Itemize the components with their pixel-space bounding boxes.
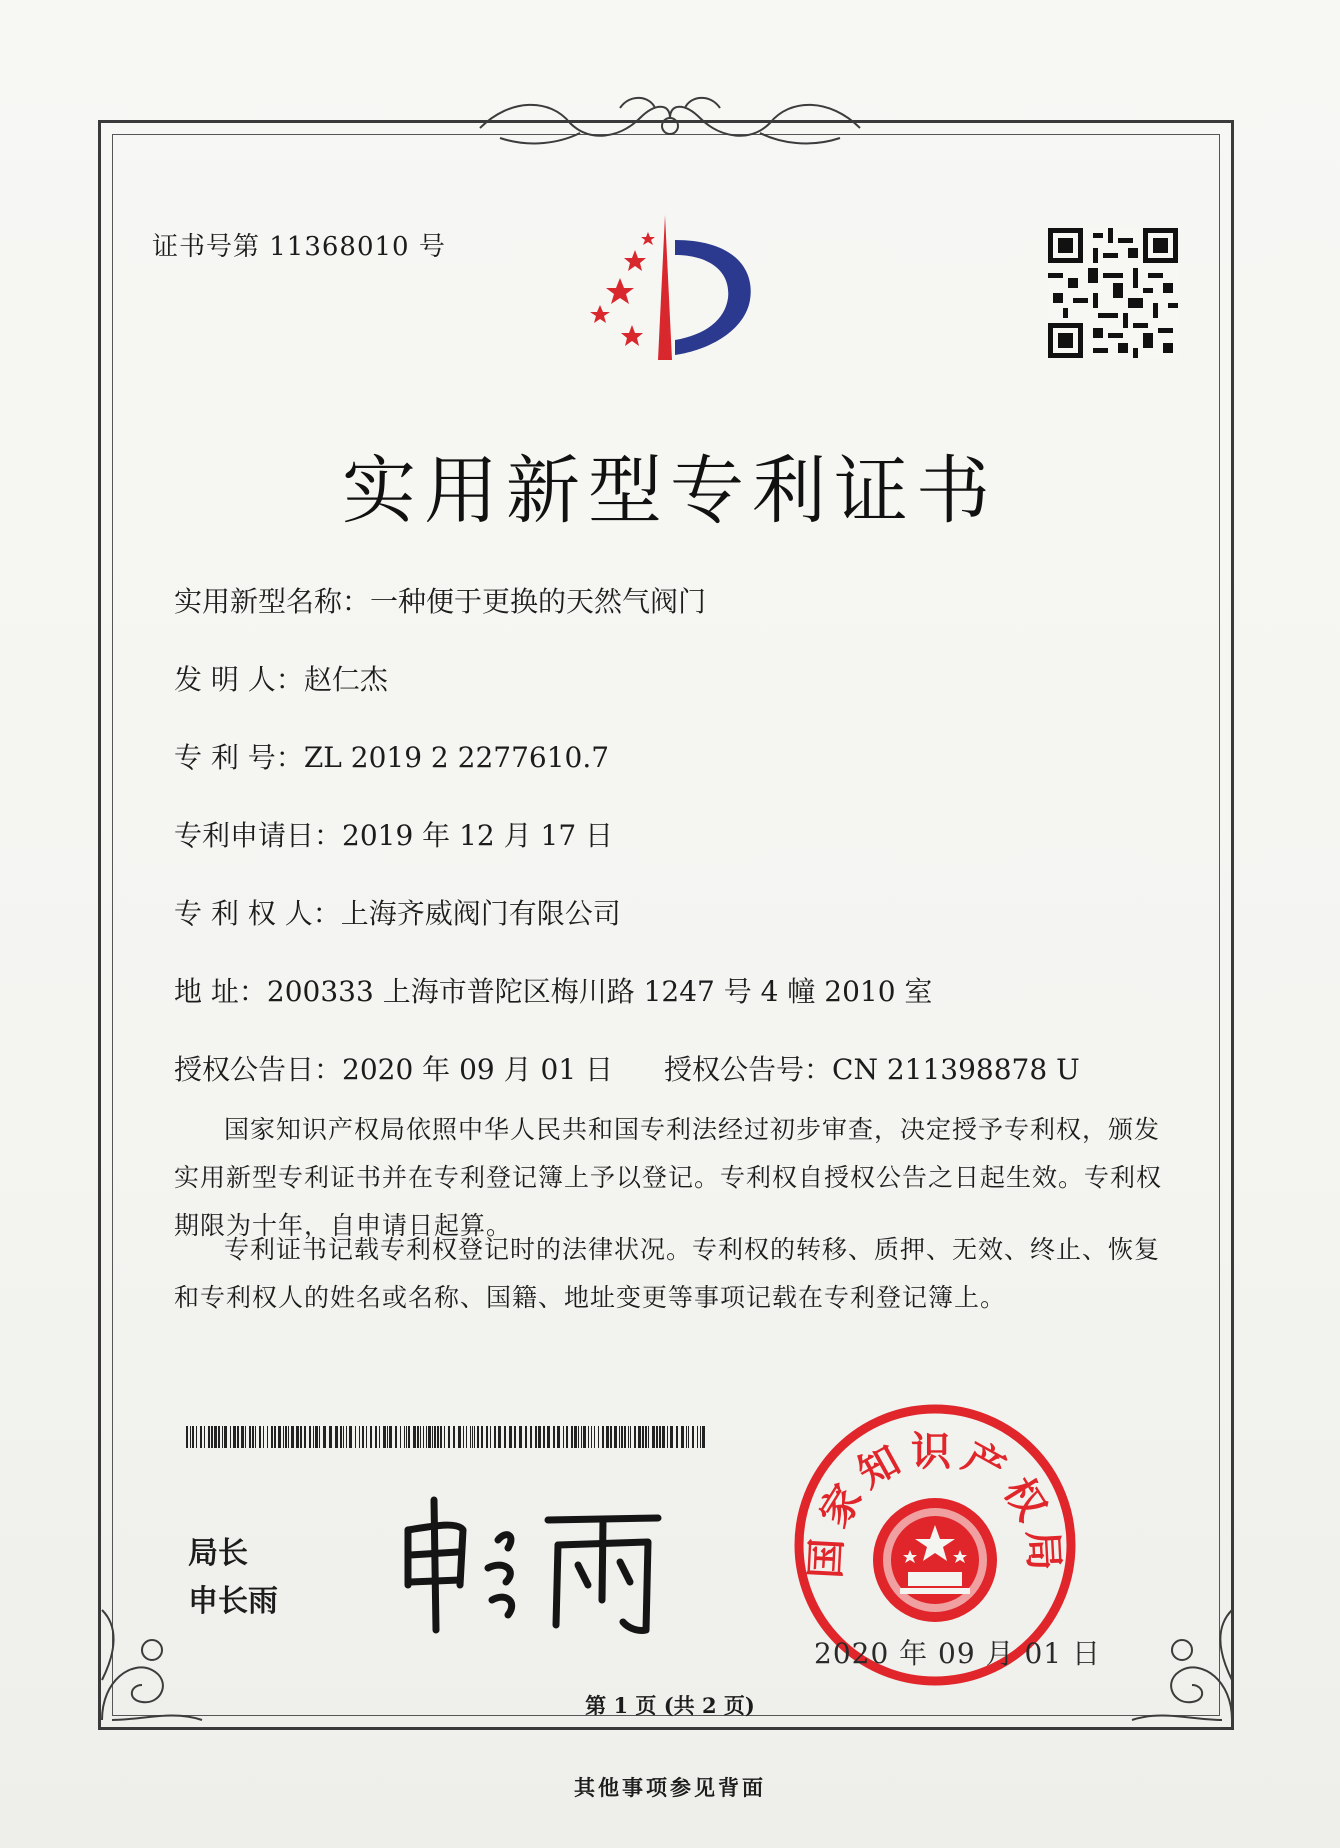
barcode-bar (400, 1426, 401, 1448)
barcode-bar (638, 1426, 641, 1448)
barcode-bar (642, 1426, 644, 1448)
barcode-bar (624, 1426, 626, 1448)
director-signature (388, 1490, 688, 1640)
barcode-bar (566, 1426, 568, 1448)
barcode-bar (656, 1426, 658, 1448)
barcode-bar (432, 1426, 433, 1448)
top-ornament (470, 88, 870, 158)
barcode-bar (214, 1426, 217, 1448)
director-title: 局长 (188, 1536, 248, 1571)
barcode-bar (598, 1426, 599, 1448)
barcode-bar (535, 1426, 537, 1448)
barcode-bar (211, 1426, 213, 1448)
field-filing-date (174, 814, 613, 854)
barcode-bar (423, 1426, 424, 1448)
barcode-bar (588, 1426, 589, 1448)
field-inventor (174, 658, 388, 698)
barcode-bar (375, 1426, 377, 1448)
barcode-bar (196, 1426, 197, 1448)
field-label: 授权公告号： (664, 1053, 833, 1086)
barcode-bar (662, 1426, 665, 1448)
barcode-bar (387, 1426, 388, 1448)
barcode-bar (313, 1426, 314, 1448)
director-name: 申长雨 (188, 1584, 278, 1619)
barcode-bar (504, 1426, 506, 1448)
barcode-bar (417, 1426, 419, 1448)
barcode-bar (263, 1426, 264, 1448)
barcode-bar (681, 1426, 684, 1448)
barcode-bar (233, 1426, 236, 1448)
field-label: 专利申请日： (174, 819, 343, 852)
barcode-bar (557, 1426, 560, 1448)
barcode-bar (319, 1426, 320, 1448)
barcode-bar (255, 1426, 256, 1448)
barcode-bar (676, 1426, 678, 1448)
barcode-bar (700, 1426, 701, 1448)
certificate-number: 证书号第 11368010 号 (152, 232, 446, 262)
field-value: 赵仁杰 (303, 663, 388, 696)
barcode-bar (283, 1426, 284, 1448)
barcode-bar (453, 1426, 455, 1448)
barcode-bar (406, 1426, 407, 1448)
field-patent-number (174, 736, 609, 776)
barcode-bar (404, 1426, 405, 1448)
field-label: 实用新型名称： (174, 585, 371, 618)
barcode-bar (434, 1426, 436, 1448)
barcode-bar (420, 1426, 421, 1448)
statement-paragraph-2: 专利证书记载专利权登记时的法律状况。专利权的转移、质押、无效、终止、恢复和专利权人的姓名或名称、国籍、地址变更等事项记载在专利登记簿上。 (174, 1235, 1161, 1312)
barcode-bar (697, 1426, 698, 1448)
qr-code (1048, 228, 1178, 358)
barcode-bar (581, 1426, 582, 1448)
field-value: 2020 年 09 月 01 日 (342, 1053, 614, 1086)
barcode-bar (204, 1426, 205, 1448)
barcode-bar (602, 1426, 604, 1448)
barcode-bar (594, 1426, 595, 1448)
barcode-bar (525, 1426, 527, 1448)
field-value: ZL 2019 2 2277610.7 (303, 741, 610, 774)
barcode-bar (574, 1426, 577, 1448)
barcode-bar (578, 1426, 579, 1448)
field-value: 一种便于更换的天然气阀门 (370, 585, 707, 618)
field-label: 发 明 人： (174, 663, 304, 696)
certificate-title: 实用新型专利证书 (342, 448, 998, 534)
barcode-bar (288, 1426, 289, 1448)
barcode-bar (190, 1426, 191, 1448)
barcode-bar (315, 1426, 318, 1448)
barcode-bar (509, 1426, 512, 1448)
barcode-bar (614, 1426, 617, 1448)
barcode-bar (349, 1426, 352, 1448)
svg-text:国家知识产权局: 国家知识产权局 (801, 1428, 1069, 1580)
barcode-bar (645, 1426, 647, 1448)
barcode-bar (186, 1426, 188, 1448)
barcode-bar (463, 1426, 464, 1448)
barcode-bar (470, 1426, 471, 1448)
barcode-bar (296, 1426, 299, 1448)
field-label: 专 利 号： (174, 741, 304, 774)
back-note: 其他事项参见背面 (574, 1775, 766, 1800)
barcode-bar (285, 1426, 287, 1448)
barcode-bar (340, 1426, 342, 1448)
barcode-bar (481, 1426, 483, 1448)
field-value: 200333 上海市普陀区梅川路 1247 号 4 幢 2010 室 (266, 975, 933, 1008)
barcode-bar (571, 1426, 573, 1448)
barcode-bar (583, 1426, 586, 1448)
barcode-bar (300, 1426, 302, 1448)
barcode-bar (323, 1426, 326, 1448)
barcode-bar (304, 1426, 306, 1448)
barcode-bar (335, 1426, 338, 1448)
field-grant-number (664, 1048, 1080, 1088)
barcode-bar (519, 1426, 522, 1448)
barcode-bar (553, 1426, 555, 1448)
barcode-bar (200, 1426, 202, 1448)
barcode-bar (309, 1426, 311, 1448)
barcode-bar (538, 1426, 541, 1448)
field-label: 专 利 权 人： (174, 897, 341, 930)
barcode-bar (444, 1426, 445, 1448)
barcode-bar (490, 1426, 491, 1448)
barcode-bar (498, 1426, 501, 1448)
page-number: 第 1 页 (共 2 页) (585, 1693, 755, 1718)
barcode-bar (252, 1426, 254, 1448)
barcode-bar (610, 1426, 612, 1448)
cnipa-logo (560, 210, 770, 370)
barcode-bar (659, 1426, 661, 1448)
barcode-bar (267, 1426, 268, 1448)
barcode-bar (278, 1426, 281, 1448)
field-value: 2019 年 12 月 17 日 (342, 819, 614, 852)
field-address (174, 970, 932, 1010)
barcode-bar (395, 1426, 397, 1448)
barcode-bar (474, 1426, 475, 1448)
barcode-bar (477, 1426, 479, 1448)
barcode-bar (702, 1426, 705, 1448)
barcode-bar (346, 1426, 347, 1448)
barcode-bar (630, 1426, 631, 1448)
barcode-bar (426, 1426, 427, 1448)
barcode-bar (563, 1426, 564, 1448)
barcode-bar (218, 1426, 220, 1448)
field-patentee (174, 892, 621, 932)
barcode-bar (543, 1426, 545, 1448)
barcode-bar (241, 1426, 244, 1448)
barcode-bar (359, 1426, 360, 1448)
barcode-bar (237, 1426, 239, 1448)
barcode (186, 1426, 716, 1448)
field-grant-date (174, 1048, 613, 1088)
barcode-bar (271, 1426, 273, 1448)
barcode-bar (343, 1426, 344, 1448)
barcode-bar (230, 1426, 231, 1448)
field-label: 地 址： (174, 975, 267, 1008)
barcode-bar (472, 1426, 473, 1448)
barcode-bar (224, 1426, 227, 1448)
barcode-bar (634, 1426, 636, 1448)
barcode-bar (530, 1426, 532, 1448)
barcode-bar (606, 1426, 609, 1448)
barcode-bar (686, 1426, 687, 1448)
barcode-bar (619, 1426, 620, 1448)
barcode-bar (192, 1426, 194, 1448)
statement-paragraph-1: 国家知识产权局依照中华人民共和国专利法经过初步审查，决定授予专利权，颁发实用新型专利证书并在专利登记簿上予以登记。专利权自授权公告之日起生效。专利权期限为十年，自申请日起算。 (174, 1115, 1163, 1240)
barcode-bar (413, 1426, 416, 1448)
barcode-bar (688, 1426, 689, 1448)
barcode-bar (448, 1426, 450, 1448)
barcode-bar (670, 1426, 673, 1448)
barcode-bar (389, 1426, 392, 1448)
barcode-bar (379, 1426, 380, 1448)
barcode-bar (259, 1426, 261, 1448)
barcode-bar (208, 1426, 210, 1448)
barcode-bar (383, 1426, 386, 1448)
barcode-bar (648, 1426, 649, 1448)
barcode-bar (466, 1426, 467, 1448)
barcode-bar (245, 1426, 246, 1448)
barcode-bar (514, 1426, 516, 1448)
barcode-bar (440, 1426, 442, 1448)
field-value: CN 211398878 U (832, 1053, 1080, 1086)
barcode-bar (249, 1426, 251, 1448)
barcode-bar (621, 1426, 623, 1448)
barcode-bar (428, 1426, 431, 1448)
barcode-bar (667, 1426, 668, 1448)
barcode-bar (437, 1426, 439, 1448)
barcode-bar (458, 1426, 461, 1448)
barcode-bar (408, 1426, 410, 1448)
barcode-bar (547, 1426, 550, 1448)
barcode-bar (366, 1426, 367, 1448)
field-utility-model-name (174, 580, 706, 620)
barcode-bar (222, 1426, 223, 1448)
barcode-bar (628, 1426, 629, 1448)
seal-date: 2020 年 09 月 01 日 (814, 1637, 1102, 1670)
barcode-bar (274, 1426, 276, 1448)
barcode-bar (370, 1426, 372, 1448)
barcode-bar (652, 1426, 655, 1448)
barcode-bar (692, 1426, 694, 1448)
barcode-bar (591, 1426, 592, 1448)
field-value: 上海齐威阀门有限公司 (340, 897, 621, 930)
field-label: 授权公告日： (174, 1053, 343, 1086)
barcode-bar (329, 1426, 332, 1448)
barcode-bar (291, 1426, 294, 1448)
barcode-bar (486, 1426, 488, 1448)
barcode-bar (362, 1426, 364, 1448)
barcode-bar (355, 1426, 356, 1448)
barcode-bar (494, 1426, 496, 1448)
